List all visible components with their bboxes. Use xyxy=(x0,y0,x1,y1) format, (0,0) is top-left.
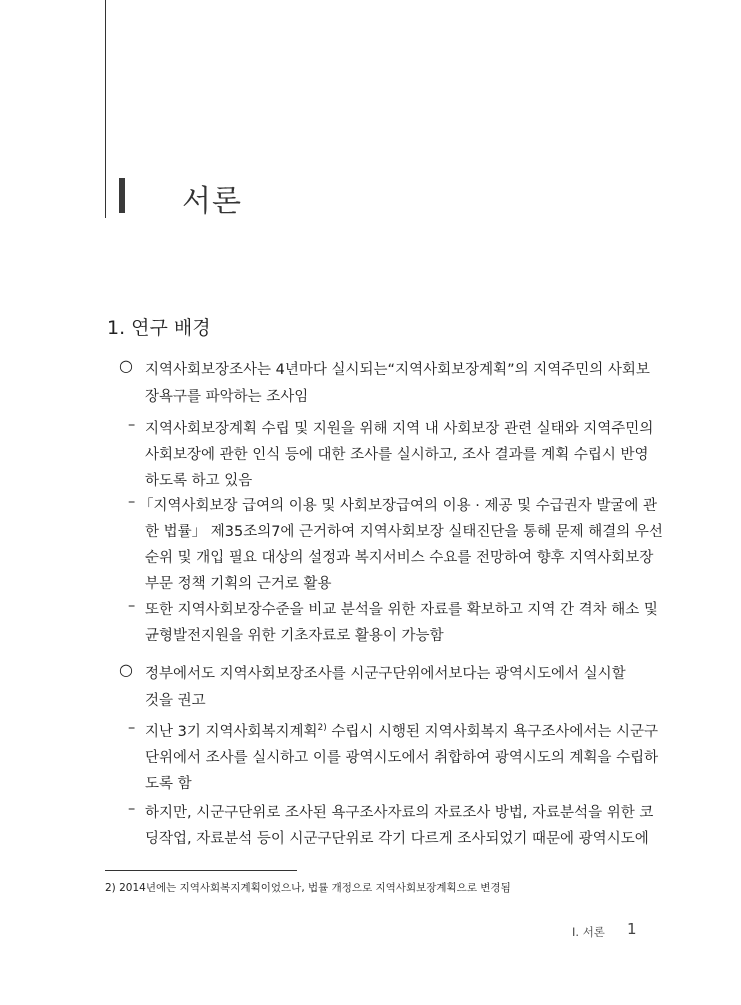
paragraph-line: 하지만, 시군구단위로 조사된 욕구조사자료의 자료조사 방법, 자료분석을 위한 코 xyxy=(145,805,654,821)
margin-rule xyxy=(105,0,106,218)
paragraph-line: 하도록 하고 있음 xyxy=(145,473,253,489)
dash-bullet: – xyxy=(128,801,136,817)
chapter-number-bar xyxy=(119,178,125,213)
paragraph-line: 단위에서 조사를 실시하고 이를 광역시도에서 취합하여 광역시도의 계획을 수립하 xyxy=(145,750,659,766)
paragraph-line: 순위 및 개입 필요 대상의 설정과 복지서비스 수요를 전망하여 향후 지역사회보장 xyxy=(145,550,654,566)
paragraph-line: 정부에서도 지역사회보장조사를 시군구단위에서보다는 광역시도에서 실시할 xyxy=(145,666,626,682)
section-title: 1. 연구 배경 xyxy=(107,317,211,339)
footnote: 2) 2014년에는 지역사회복지계획이었으나, 법률 개정으로 지역사회보장계획으로 변경됨 xyxy=(105,882,511,894)
paragraph-line: 것을 권고 xyxy=(145,693,206,709)
paragraph-line: 딩작업, 자료분석 등이 시군구단위로 각기 다르게 조사되었기 때문에 광역시도에 xyxy=(145,831,649,847)
dash-bullet: – xyxy=(128,494,136,510)
dash-bullet: – xyxy=(128,417,136,433)
footnote-ref[interactable]: 2) xyxy=(317,723,327,734)
paragraph-line: 지역사회보장조사는 4년마다 실시되는“지역사회보장계획”의 지역주민의 사회보 xyxy=(145,362,650,378)
circle-bullet: ○ xyxy=(119,356,133,375)
paragraph-line: 부문 정책 기획의 근거로 활용 xyxy=(145,576,332,592)
paragraph-line: 도록 함 xyxy=(145,776,192,792)
line-text: 수립시 시행된 지역사회복지 욕구조사에서는 시군구 xyxy=(326,724,658,740)
paragraph-line: 사회보장에 관한 인식 등에 대한 조사를 실시하고, 조사 결과를 계획 수립시 반영 xyxy=(145,447,649,463)
paragraph-line: 한 법률」 제35조의7에 근거하여 지역사회보장 실태진단을 통해 문제 해결의 우선 xyxy=(145,524,663,540)
chapter-title: 서론 xyxy=(182,184,242,219)
paragraph-line: 장욕구를 파악하는 조사임 xyxy=(145,389,309,405)
paragraph-line: 「지역사회보장 급여의 이용 및 사회보장급여의 이용 · 제공 및 수급권자 발굴에 관 xyxy=(139,498,658,514)
paragraph-line: 지역사회보장계획 수립 및 지원을 위해 지역 내 사회보장 관련 실태와 지역주민의 xyxy=(145,421,654,437)
dash-bullet: – xyxy=(128,598,136,614)
running-footer: Ⅰ. 서론 xyxy=(572,925,605,939)
dash-bullet: – xyxy=(128,720,136,736)
circle-bullet: ○ xyxy=(119,660,133,679)
line-text: 지난 3기 지역사회복지계획 xyxy=(145,724,318,740)
footnote-divider xyxy=(105,870,297,871)
paragraph-line xyxy=(145,720,658,741)
paragraph-line: 균형발전지원을 위한 기초자료로 활용이 가능함 xyxy=(145,628,444,644)
paragraph-line: 또한 지역사회보장수준을 비교 분석을 위한 자료를 확보하고 지역 간 격차 해소 및 xyxy=(145,602,658,618)
page-number: 1 xyxy=(627,920,637,938)
